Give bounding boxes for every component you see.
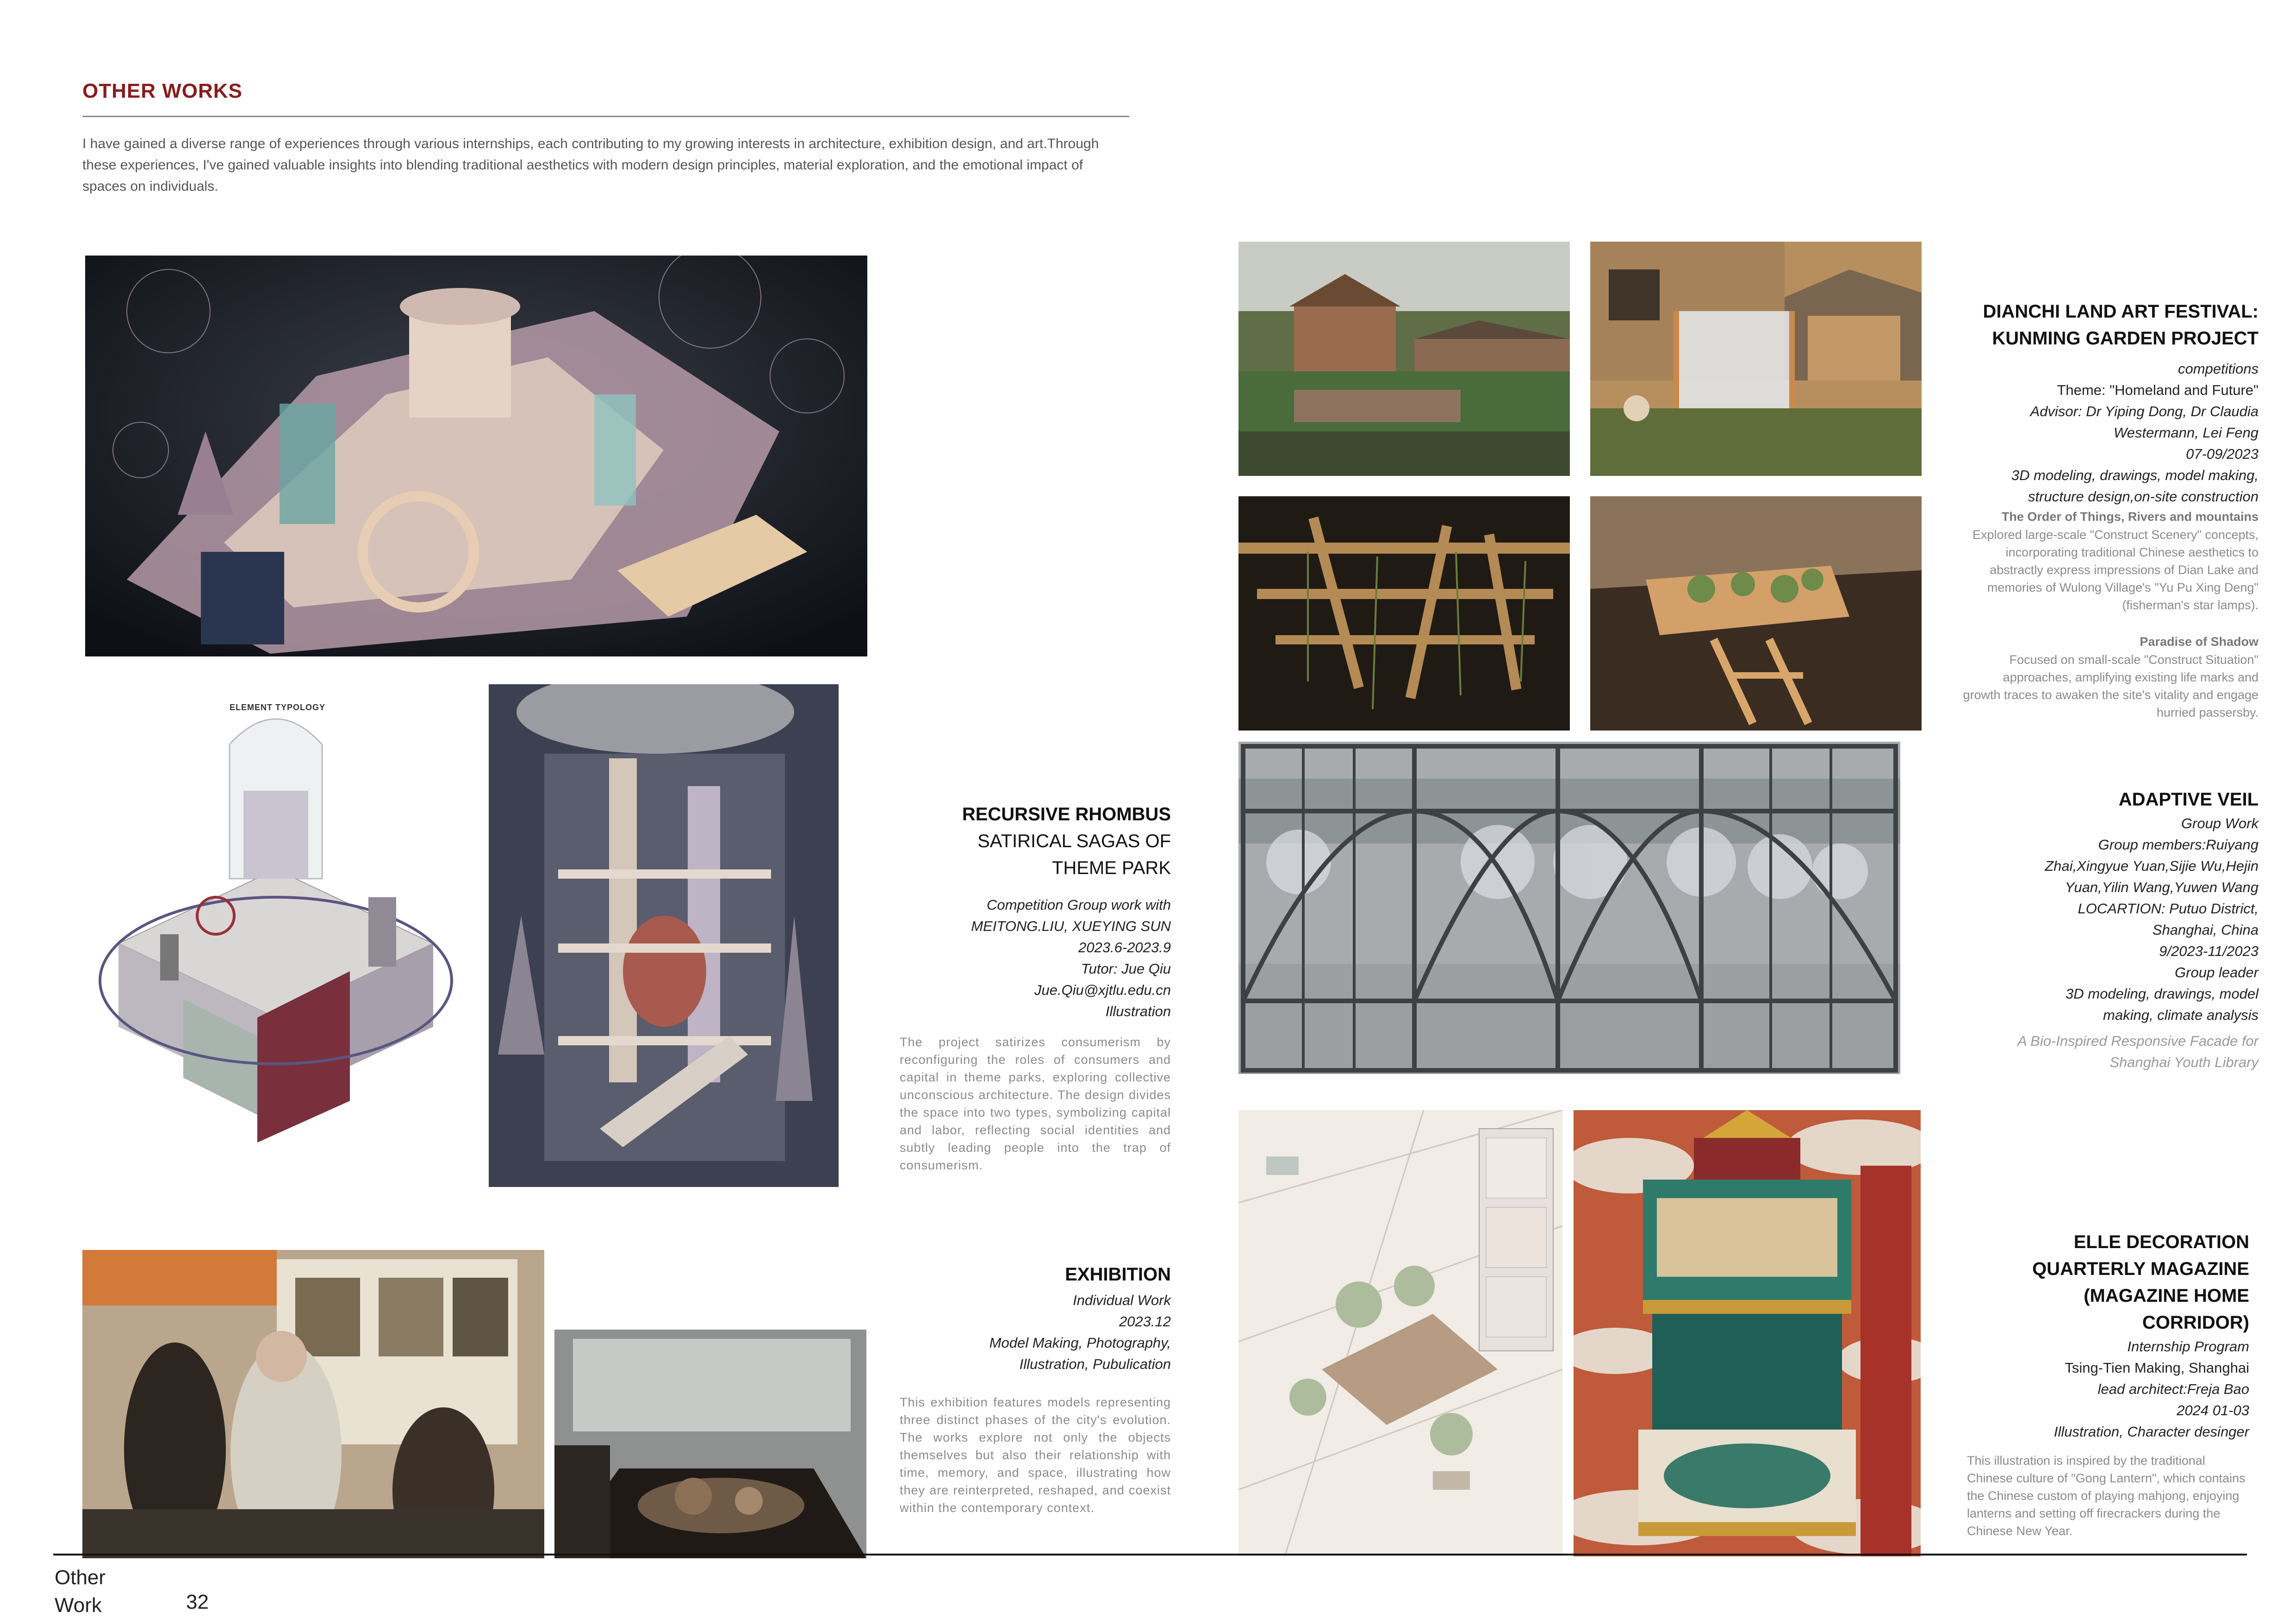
recursive-rhombus-subtitle-1: SATIRICAL SAGAS OF xyxy=(977,831,1171,851)
footer-label-line-2: Work xyxy=(55,1594,102,1617)
dianchi-title-1: DIANCHI LAND ART FESTIVAL: xyxy=(1983,301,2259,322)
elle-title-line: CORRIDOR) xyxy=(2142,1312,2249,1333)
meta-line: 3D modeling, drawings, model making, xyxy=(2011,467,2259,483)
dianchi-photo-3 xyxy=(1238,496,1570,731)
meta-line: Individual Work xyxy=(1073,1292,1171,1308)
recursive-rhombus-title: RECURSIVE RHOMBUS xyxy=(962,804,1171,824)
dianchi-meta-details xyxy=(1935,401,2259,507)
recursive-rhombus-subtitle-2: THEME PARK xyxy=(1052,858,1171,878)
elle-street-axonometric-image xyxy=(1238,1110,1562,1556)
adaptive-veil-block xyxy=(1935,786,2259,1073)
elle-meta-company: Tsing-Tien Making, Shanghai xyxy=(2065,1360,2249,1376)
theme-park-collage-image xyxy=(85,256,867,656)
exhibition-description: This exhibition features models representing three distinct phases of the city's evolution. The works explore not only the objects themselves but also their relationship with time, memory, and space, illustrating how they are reinterpreted, reshaped, and coexist within the contemporary context. xyxy=(900,1395,1171,1515)
meta-line: structure design,on-site construction xyxy=(2028,488,2259,505)
meta-line: Tutor: Jue Qiu xyxy=(1081,961,1171,977)
dianchi-photo-2 xyxy=(1590,242,1922,476)
exhibition-title: EXHIBITION xyxy=(1065,1264,1171,1285)
exhibition-photo-2 xyxy=(554,1330,866,1558)
meta-line: Model Making, Photography, xyxy=(989,1335,1171,1351)
meta-line: Group members:Ruiyang xyxy=(2098,837,2259,853)
elle-gong-lantern-illustration xyxy=(1574,1110,1921,1556)
meta-line: Group leader xyxy=(2175,964,2259,981)
meta-line: LOCARTION: Putuo District, xyxy=(2078,900,2259,917)
meta-line: Westermann, Lei Feng xyxy=(2113,425,2259,441)
meta-line: 3D modeling, drawings, model xyxy=(2066,986,2259,1002)
meta-line: 2023.6-2023.9 xyxy=(1078,939,1171,956)
dianchi-subproject-1-title: The Order of Things, Rivers and mountains xyxy=(2001,510,2259,524)
meta-line: Yuan,Yilin Wang,Yuwen Wang xyxy=(2065,879,2259,895)
recursive-rhombus-block xyxy=(879,801,1171,1022)
footer-divider xyxy=(53,1554,2247,1555)
dianchi-photo-4 xyxy=(1590,496,1922,731)
footer-section-label xyxy=(55,1564,106,1619)
recursive-rhombus-meta xyxy=(879,894,1171,1022)
meta-line: Illustration, Pubulication xyxy=(1019,1356,1171,1372)
element-typology-label: ELEMENT TYPOLOGY xyxy=(230,703,326,712)
dianchi-block xyxy=(1935,298,2259,721)
title-divider xyxy=(82,116,1129,117)
meta-line: Advisor: Dr Yiping Dong, Dr Claudia xyxy=(2030,403,2259,419)
elle-meta-program: Internship Program xyxy=(2127,1338,2249,1355)
meta-line: 2024 01-03 xyxy=(2177,1402,2249,1418)
meta-line: Competition Group work with xyxy=(987,897,1171,913)
dianchi-subproject-1-desc: Explored large-scale "Construct Scenery" concepts, incorporating traditional Chinese aesthetics to abstractly express impressions of Dian Lake and memories of Wulong Village's "Yu Pu Xing Deng" (fisherman's star lamps). xyxy=(1972,528,2259,612)
recursive-rhombus-description: The project satirizes consumerism by reconfiguring the roles of consumers and capital in theme parks, exploring collective unconscious architecture. The design divides the space into two types, symbolizing capital and labor, reflecting social identities and subtly leading people into the trap of consumerism. xyxy=(900,1035,1171,1172)
meta-line: Zhai,Xingyue Yuan,Sijie Wu,Hejin xyxy=(2045,858,2259,874)
elle-meta-details xyxy=(1925,1379,2249,1443)
dianchi-title-2: KUNMING GARDEN PROJECT xyxy=(1992,328,2259,349)
dianchi-subproject-2-desc: Focused on small-scale "Construct Situation" approaches, amplifying existing life marks and growth traces to awaken the site's vitality and engage hurried passersby. xyxy=(1963,653,2259,719)
adaptive-veil-facade-image xyxy=(1238,742,1900,1074)
adaptive-veil-description: A Bio-Inspired Responsive Facade for Shanghai Youth Library xyxy=(2017,1033,2259,1070)
dianchi-meta-competitions: competitions xyxy=(2178,361,2259,377)
meta-line: making, climate analysis xyxy=(2103,1007,2259,1023)
adaptive-veil-title: ADAPTIVE VEIL xyxy=(2118,789,2259,810)
meta-line: MEITONG.LIU, XUEYING SUN xyxy=(971,918,1171,934)
exhibition-block xyxy=(879,1261,1171,1375)
exhibition-photo-1 xyxy=(82,1250,544,1558)
intro-paragraph: I have gained a diverse range of experiences through various internships, each contributing to my growing interests in architecture, exhibition design, and art.Through these experiences, I've gained valuable insights into blending traditional aesthetics with modern design principles, material exploration, and the emotional impact of spaces on individuals. xyxy=(82,136,1099,194)
meta-line: Group Work xyxy=(2181,815,2259,831)
dianchi-subproject-2-title: Paradise of Shadow xyxy=(2140,635,2259,649)
page-title: OTHER WORKS xyxy=(82,80,243,102)
elle-title-line: (MAGAZINE HOME xyxy=(2084,1286,2249,1306)
meta-line: 07-09/2023 xyxy=(2186,446,2259,462)
element-typology-drawing xyxy=(91,684,461,1189)
meta-line: 9/2023-11/2023 xyxy=(2159,943,2259,959)
footer-label-line-1: Other xyxy=(55,1566,106,1589)
meta-line: Jue.Qiu@xjtlu.edu.cn xyxy=(1034,982,1171,998)
meta-line: Shanghai, China xyxy=(2152,922,2259,938)
meta-line: lead architect:Freja Bao xyxy=(2097,1381,2249,1397)
elle-block xyxy=(1925,1229,2249,1443)
meta-line: Illustration, Character desinger xyxy=(2053,1424,2249,1440)
page-number: 32 xyxy=(186,1591,209,1613)
adaptive-veil-meta xyxy=(1935,813,2259,1026)
dianchi-photo-1 xyxy=(1238,242,1570,476)
exhibition-meta xyxy=(879,1290,1171,1375)
meta-line: Illustration xyxy=(1105,1003,1171,1019)
dianchi-meta-theme: Theme: "Homeland and Future" xyxy=(2057,382,2259,398)
elle-description: This illustration is inspired by the traditional Chinese culture of "Gong Lantern", which contains the Chinese custom of playing mahjong, enjoying lanterns and setting off firecrackers during the Chinese New Year. xyxy=(1967,1454,2246,1538)
elle-title-line: QUARTERLY MAGAZINE xyxy=(2032,1259,2249,1279)
meta-line: 2023.12 xyxy=(1119,1313,1171,1330)
elle-title-line: ELLE DECORATION xyxy=(2073,1232,2249,1252)
theme-park-section-image xyxy=(489,684,839,1187)
